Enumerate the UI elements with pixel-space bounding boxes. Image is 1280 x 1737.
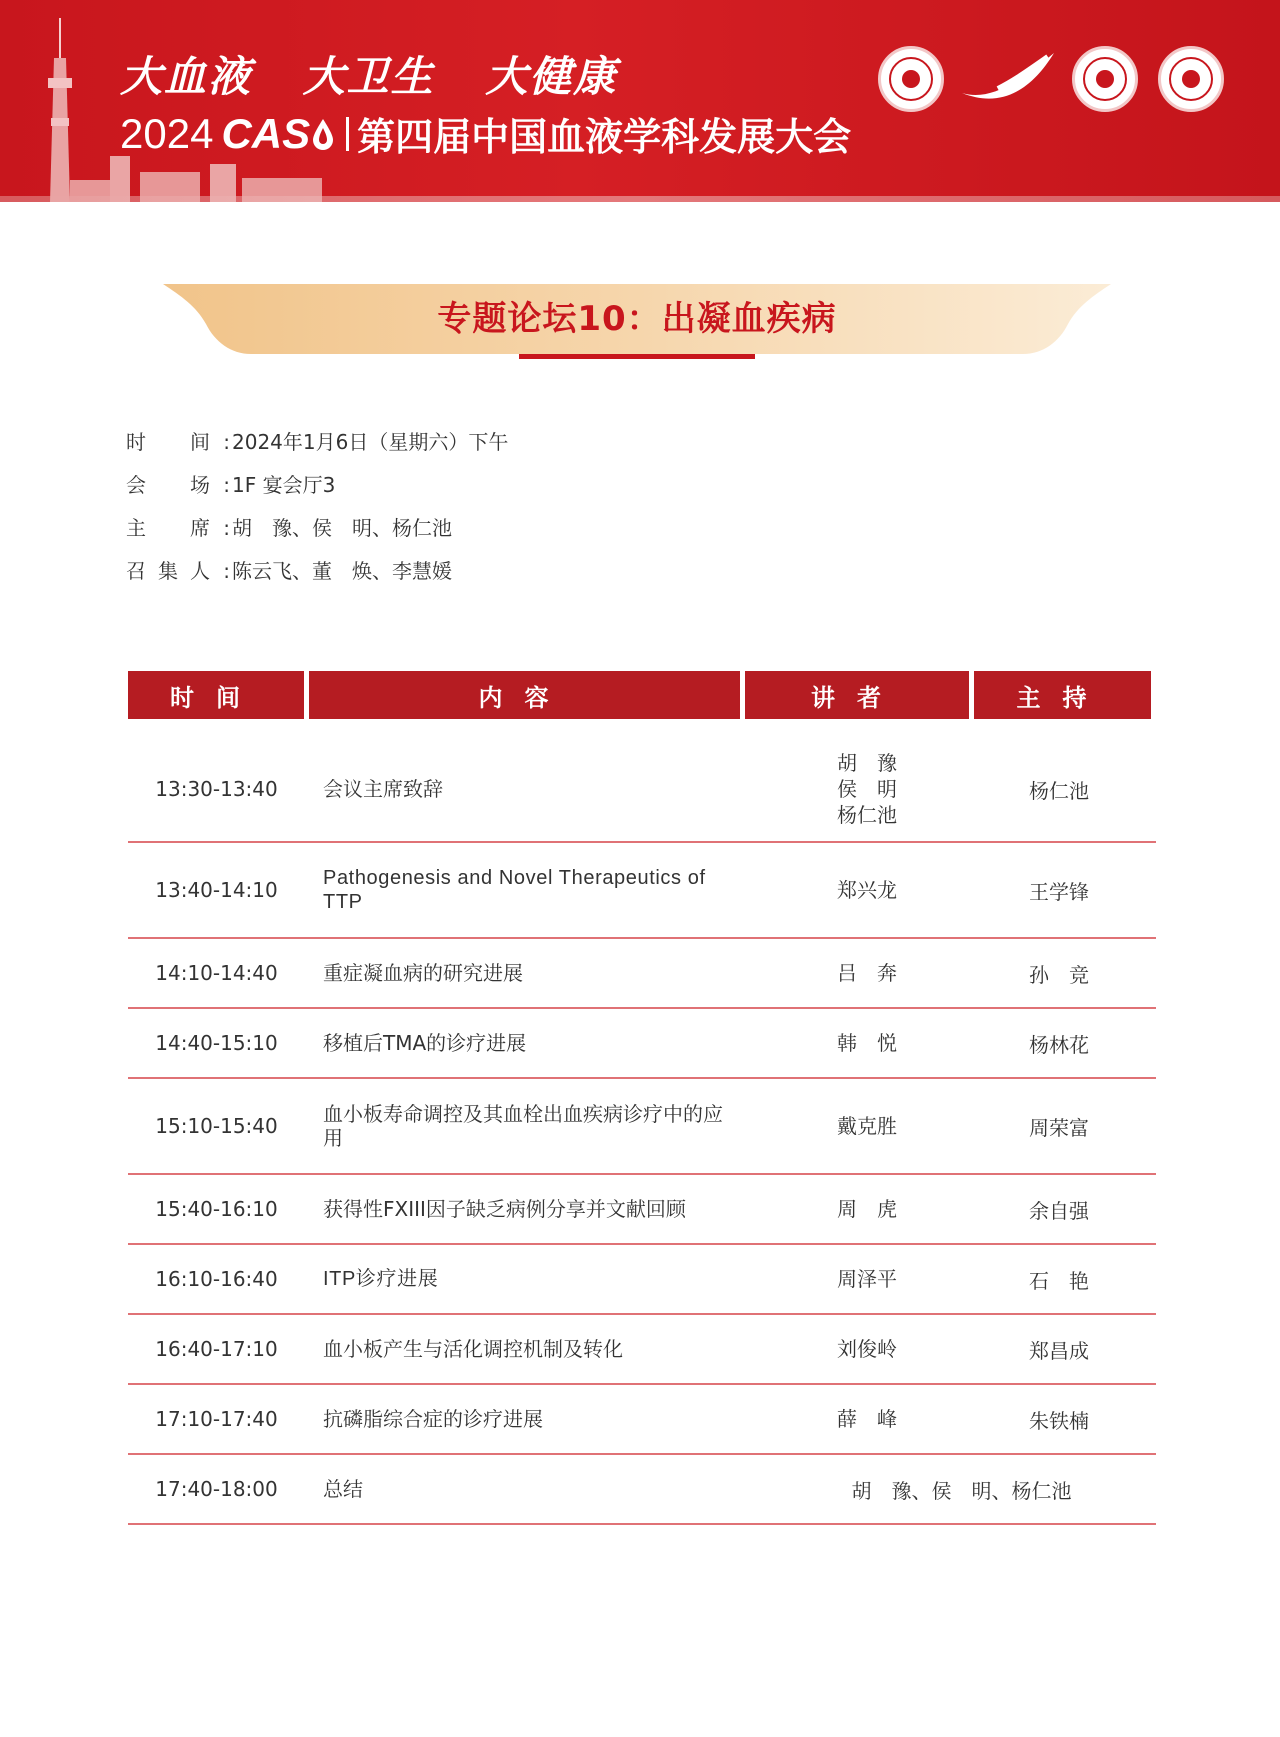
table-row <box>128 1079 1156 1175</box>
info-chair <box>126 512 508 555</box>
slogan-3: 大健康 <box>485 52 618 101</box>
cell-time: 17:10-17:40 <box>155 1407 278 1431</box>
cell-content: 血小板产生与活化调控机制及转化 <box>323 1337 623 1361</box>
info-convener-label-text: 召 集 人 <box>126 559 210 583</box>
cell-content: Pathogenesis and Novel Therapeutics of TTP <box>323 867 706 913</box>
conference-title <box>120 106 851 161</box>
lab-seal-logo <box>1158 46 1224 112</box>
cell-time: 16:10-16:40 <box>155 1267 278 1291</box>
slogan-1: 大血液 <box>120 52 253 101</box>
cell-speaker: 韩 悦 <box>837 1031 897 1055</box>
info-time-label: 时 间 : <box>126 426 232 469</box>
cell-time: 16:40-17:10 <box>155 1337 278 1361</box>
info-chair-label-text: 主 席 <box>126 516 210 540</box>
conference-year: 2024 <box>120 109 214 157</box>
cell-time: 14:10-14:40 <box>155 961 278 985</box>
conference-brand: CAS <box>221 109 311 157</box>
info-venue-value: 1F 宴会厅3 <box>232 473 336 497</box>
cell-content: 重症凝血病的研究进展 <box>323 961 523 985</box>
header-time: 时间 <box>128 671 304 719</box>
cell-speaker: 刘俊岭 <box>837 1337 897 1361</box>
cell-host: 石 艳 <box>1029 1268 1089 1293</box>
cell-time: 14:40-15:10 <box>155 1031 278 1055</box>
info-venue-label: 会 场 : <box>126 469 232 512</box>
cell-speaker: 胡 豫 侯 明 杨仁池 <box>837 751 897 827</box>
cell-time: 13:40-14:10 <box>155 878 278 902</box>
cell-time: 15:40-16:10 <box>155 1197 278 1221</box>
center-seal-logo <box>1072 46 1138 112</box>
cell-speaker-host-merged: 胡 豫、侯 明、杨仁池 <box>851 1478 1072 1503</box>
title-separator <box>346 117 349 151</box>
cell-speaker: 郑兴龙 <box>837 878 897 902</box>
cell-host: 孙 竞 <box>1029 962 1089 987</box>
cell-time: 13:30-13:40 <box>155 777 278 801</box>
table-row <box>128 1315 1156 1385</box>
cell-content: ITP诊疗进展 <box>323 1268 439 1290</box>
cell-speaker: 吕 奔 <box>837 961 897 985</box>
organizer-logos <box>878 46 1224 112</box>
cell-host: 郑昌成 <box>1029 1338 1089 1363</box>
cell-speaker: 周泽平 <box>837 1267 897 1291</box>
table-row <box>128 1455 1156 1525</box>
cell-content: 抗磷脂综合症的诊疗进展 <box>323 1407 543 1431</box>
cell-host: 王学锋 <box>1029 879 1089 904</box>
cell-host: 朱铁楠 <box>1029 1408 1089 1433</box>
table-body <box>128 737 1156 1525</box>
cell-content: 总结 <box>323 1477 363 1501</box>
table-row <box>128 843 1156 939</box>
info-convener-value: 陈云飞、董 焕、李慧媛 <box>232 559 452 583</box>
schedule-table <box>128 671 1156 1525</box>
cell-host: 余自强 <box>1029 1198 1089 1223</box>
conference-name: 第四届中国血液学科发展大会 <box>357 115 852 159</box>
cell-speaker: 周 虎 <box>837 1197 897 1221</box>
info-time-value: 2024年1月6日（星期六）下午 <box>232 430 509 454</box>
table-row <box>128 737 1156 843</box>
table-row <box>128 1385 1156 1455</box>
table-row <box>128 1175 1156 1245</box>
header-banner <box>0 0 1280 202</box>
cell-content: 获得性FXIII因子缺乏病例分享并文献回顾 <box>323 1197 686 1221</box>
table-row <box>128 939 1156 1009</box>
swoosh-logo <box>958 49 1058 109</box>
header-host: 主持 <box>974 671 1151 719</box>
slogan-2: 大卫生 <box>302 52 435 101</box>
table-row <box>128 1245 1156 1315</box>
forum-ribbon <box>163 284 1111 360</box>
info-venue-label-text: 会 场 <box>126 473 210 497</box>
cell-content: 血小板寿命调控及其血栓出血疾病诊疗中的应用 <box>323 1102 723 1150</box>
header-speaker: 讲者 <box>745 671 969 719</box>
table-row <box>128 1009 1156 1079</box>
header-content: 内容 <box>309 671 740 719</box>
forum-title-underline <box>519 354 755 359</box>
cell-host: 周荣富 <box>1029 1115 1089 1140</box>
cell-content: 移植后TMA的诊疗进展 <box>323 1031 527 1055</box>
cell-time: 17:40-18:00 <box>155 1477 278 1501</box>
cell-content: 会议主席致辞 <box>323 777 443 801</box>
cell-speaker: 戴克胜 <box>837 1114 897 1138</box>
forum-title: 专题论坛10：出凝血疾病 <box>437 299 837 339</box>
society-seal-logo <box>878 46 944 112</box>
info-convener-label: 召 集 人 : <box>126 555 232 598</box>
table-header <box>128 671 1156 719</box>
session-info <box>126 426 508 598</box>
cell-speaker: 薛 峰 <box>837 1407 897 1431</box>
cell-host: 杨仁池 <box>1029 778 1089 803</box>
info-chair-label: 主 席 : <box>126 512 232 555</box>
info-chair-value: 胡 豫、侯 明、杨仁池 <box>232 516 452 540</box>
slogan <box>120 44 651 104</box>
info-time <box>126 426 508 469</box>
blood-drop-icon <box>312 118 334 150</box>
cell-time: 15:10-15:40 <box>155 1114 278 1138</box>
info-venue <box>126 469 508 512</box>
cell-host: 杨林花 <box>1029 1032 1089 1057</box>
info-convener <box>126 555 508 598</box>
info-time-label-text: 时 间 <box>126 430 210 454</box>
